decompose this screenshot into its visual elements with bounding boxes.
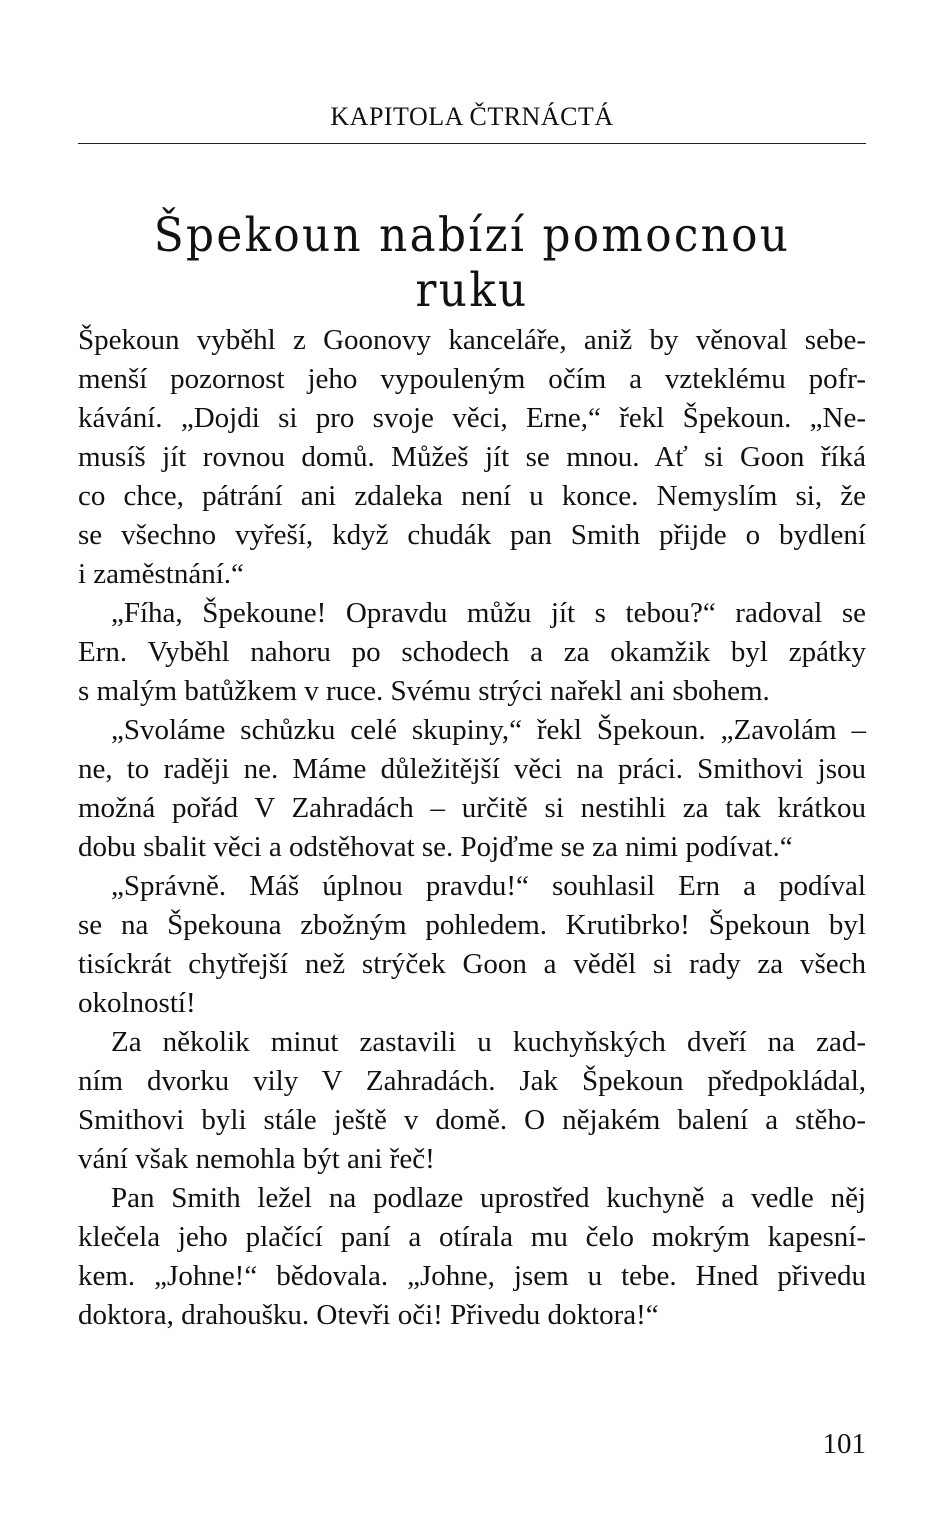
text-line: tisíckrát chytřejší než strýček Goon a věděl si rady za všech bbox=[78, 948, 866, 980]
text-line: kávání. „Dojdi si pro svoje věci, Erne,“ řekl Špekoun. „Ne- bbox=[78, 402, 866, 434]
text-line: kem. „Johne!“ bědovala. „Johne, jsem u tebe. Hned přivedu bbox=[78, 1260, 866, 1292]
text-line: menší pozornost jeho vypouleným očím a vzteklému pofr- bbox=[78, 363, 866, 395]
text-line: i zaměstnání.“ bbox=[78, 558, 244, 590]
text-line: „Fíha, Špekoune! Opravdu můžu jít s tebou?“ radoval se bbox=[111, 597, 866, 629]
text-line: klečela jeho plačící paní a otírala mu čelo mokrým kapesní- bbox=[78, 1221, 866, 1253]
chapter-title: Špekoun nabízí pomocnou ruku bbox=[153, 208, 791, 318]
page-number: 101 bbox=[822, 1428, 866, 1460]
text-line: se všechno vyřeší, když chudák pan Smith přijde o bydlení bbox=[78, 519, 866, 551]
text-line: doktora, drahoušku. Otevři oči! Přivedu doktora!“ bbox=[78, 1299, 659, 1331]
text-line: Smithovi byli stále ještě v domě. O nějakém balení a stěho- bbox=[78, 1104, 866, 1136]
text-line: Za několik minut zastavili u kuchyňských dveří na zad- bbox=[111, 1026, 866, 1058]
text-line: „Správně. Máš úplnou pravdu!“ souhlasil Ern a podíval bbox=[111, 870, 866, 902]
text-line: „Svoláme schůzku celé skupiny,“ řekl Špekoun. „Zavolám – bbox=[111, 714, 866, 746]
paragraph bbox=[78, 1179, 866, 1335]
running-head: KAPITOLA ČTRNÁCTÁ bbox=[330, 102, 614, 131]
text-line: vání však nemohla být ani řeč! bbox=[78, 1143, 435, 1175]
paragraph bbox=[78, 594, 866, 711]
text-line: s malým batůžkem v ruce. Svému strýci nařekl ani sbohem. bbox=[78, 675, 770, 707]
paragraph bbox=[78, 1023, 866, 1179]
text-line: Ern. Vyběhl nahoru po schodech a za okamžik byl zpátky bbox=[78, 636, 866, 668]
paragraph bbox=[78, 711, 866, 867]
body-text bbox=[78, 321, 866, 1335]
text-line: ne, to raději ne. Máme důležitější věci na práci. Smithovi jsou bbox=[78, 753, 866, 785]
text-line: musíš jít rovnou domů. Můžeš jít se mnou. Ať si Goon říká bbox=[78, 441, 866, 473]
text-line: se na Špekouna zbožným pohledem. Krutibrko! Špekoun byl bbox=[78, 909, 866, 941]
text-line: možná pořád V Zahradách – určitě si nestihli za tak krátkou bbox=[78, 792, 866, 824]
text-line: dobu sbalit věci a odstěhovat se. Pojďme se za nimi podívat.“ bbox=[78, 831, 793, 863]
text-line: co chce, pátrání ani zdaleka není u konce. Nemyslím si, že bbox=[78, 480, 866, 512]
text-line: ním dvorku vily V Zahradách. Jak Špekoun předpokládal, bbox=[78, 1065, 866, 1097]
paragraph bbox=[78, 867, 866, 1023]
paragraph bbox=[78, 321, 866, 594]
header-rule bbox=[78, 143, 866, 144]
text-line: Pan Smith ležel na podlaze uprostřed kuchyně a vedle něj bbox=[111, 1182, 866, 1214]
text-line: okolností! bbox=[78, 987, 196, 1019]
text-line: Špekoun vyběhl z Goonovy kanceláře, aniž by věnoval sebe- bbox=[78, 324, 866, 356]
